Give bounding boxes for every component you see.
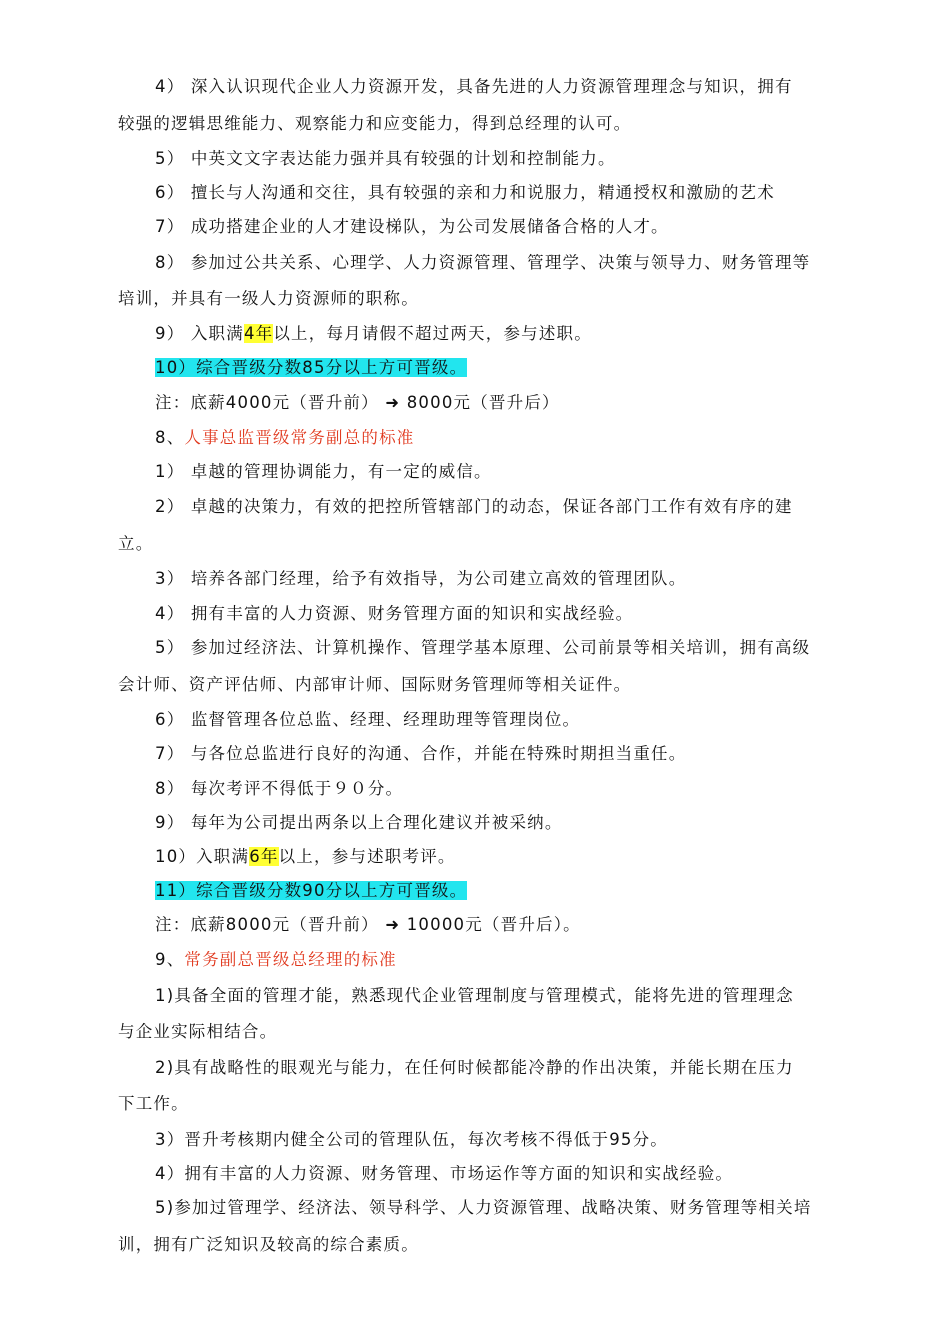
s7-item-10-wrap xyxy=(155,357,467,379)
s9-item-2-line2: 下工作。 xyxy=(118,1094,189,1113)
s7-item-9-suffix: 以上，每月请假不超过两天，参与述职。 xyxy=(273,324,592,343)
s8-heading-number: 8、 xyxy=(155,428,185,447)
s8-note-after: 10000元（晋升后）。 xyxy=(406,915,581,934)
s7-item-10: 10）综合晋级分数85分以上方可晋级。 xyxy=(155,358,468,377)
s8-item-11-wrap xyxy=(155,880,467,902)
s8-item-2-line2: 立。 xyxy=(118,534,154,553)
s7-item-9 xyxy=(155,323,592,345)
s8-item-5-line1: 5） 参加过经济法、计算机操作、管理学基本原理、公司前景等相关培训，拥有高级 xyxy=(155,638,811,657)
s8-item-5-line2: 会计师、资产评估师、内部审计师、国际财务管理师等相关证件。 xyxy=(118,675,632,694)
s9-item-2-line1: 2)具有战略性的眼观光与能力，在任何时候都能冷静的作出决策，并能长期在压力 xyxy=(155,1058,794,1077)
arrow-right-icon: ➜ xyxy=(385,915,401,934)
s8-item-1: 1） 卓越的管理协调能力，有一定的威信。 xyxy=(155,462,492,481)
s8-item-2-line1: 2） 卓越的决策力，有效的把控所管辖部门的动态，保证各部门工作有效有序的建 xyxy=(155,497,793,516)
s8-salary-note xyxy=(155,914,581,936)
s8-item-10-suffix: 以上，参与述职考评。 xyxy=(278,847,456,866)
s7-item-8-line2: 培训，并具有一级人力资源师的职称。 xyxy=(118,289,419,308)
s7-item-8-line1: 8） 参加过公共关系、心理学、人力资源管理、管理学、决策与领导力、财务管理等 xyxy=(155,253,811,272)
s9-item-4: 4）拥有丰富的人力资源、财务管理、市场运作等方面的知识和实战经验。 xyxy=(155,1164,734,1183)
s8-item-4: 4） 拥有丰富的人力资源、财务管理方面的知识和实战经验。 xyxy=(155,604,634,623)
s9-heading xyxy=(155,949,397,971)
s8-heading xyxy=(155,427,415,449)
s7-item-9-highlight: 4年 xyxy=(243,324,274,343)
s9-item-3: 3）晋升考核期内健全公司的管理队伍，每次考核不得低于95分。 xyxy=(155,1130,668,1149)
s8-item-10 xyxy=(155,846,456,868)
s9-item-1-line2: 与企业实际相结合。 xyxy=(118,1022,278,1041)
s9-item-5-line2: 训，拥有广泛知识及较高的综合素质。 xyxy=(118,1235,419,1254)
s7-note-after: 8000元（晋升后） xyxy=(406,393,560,412)
s7-item-4-line2: 较强的逻辑思维能力、观察能力和应变能力，得到总经理的认可。 xyxy=(118,114,632,133)
arrow-right-icon: ➜ xyxy=(385,393,401,412)
s8-item-11: 11）综合晋级分数90分以上方可晋级。 xyxy=(155,881,468,900)
s9-item-5-line1: 5)参加过管理学、经济法、领导科学、人力资源管理、战略决策、财务管理等相关培 xyxy=(155,1198,812,1217)
s8-item-9: 9） 每年为公司提出两条以上合理化建议并被采纳。 xyxy=(155,813,563,832)
s8-note-before: 注：底薪8000元（晋升前） xyxy=(155,915,379,934)
s9-heading-text: 常务副总晋级总经理的标准 xyxy=(184,950,397,969)
s8-item-7: 7） 与各位总监进行良好的沟通、合作，并能在特殊时期担当重任。 xyxy=(155,744,687,763)
s7-item-9-prefix: 9） 入职满 xyxy=(155,324,244,343)
s7-item-7: 7） 成功搭建企业的人才建设梯队，为公司发展储备合格的人才。 xyxy=(155,217,669,236)
s8-heading-text: 人事总监晋级常务副总的标准 xyxy=(184,428,415,447)
s8-item-8: 8） 每次考评不得低于９０分。 xyxy=(155,779,404,798)
s7-note-before: 注：底薪4000元（晋升前） xyxy=(155,393,379,412)
s8-item-6: 6） 监督管理各位总监、经理、经理助理等管理岗位。 xyxy=(155,710,581,729)
s7-salary-note xyxy=(155,392,560,414)
s7-item-4-line1: 4） 深入认识现代企业人力资源开发，具备先进的人力资源管理理念与知识，拥有 xyxy=(155,77,793,96)
s9-heading-number: 9、 xyxy=(155,950,185,969)
s7-item-6: 6） 擅长与人沟通和交往，具有较强的亲和力和说服力，精通授权和激励的艺术 xyxy=(155,183,775,202)
s9-item-1-line1: 1)具备全面的管理才能，熟悉现代企业管理制度与管理模式，能将先进的管理理念 xyxy=(155,986,794,1005)
s8-item-3: 3） 培养各部门经理，给予有效指导，为公司建立高效的管理团队。 xyxy=(155,569,687,588)
s8-item-10-prefix: 10）入职满 xyxy=(155,847,250,866)
s8-item-10-highlight: 6年 xyxy=(249,847,279,866)
s7-item-5: 5） 中英文文字表达能力强并具有较强的计划和控制能力。 xyxy=(155,149,616,168)
